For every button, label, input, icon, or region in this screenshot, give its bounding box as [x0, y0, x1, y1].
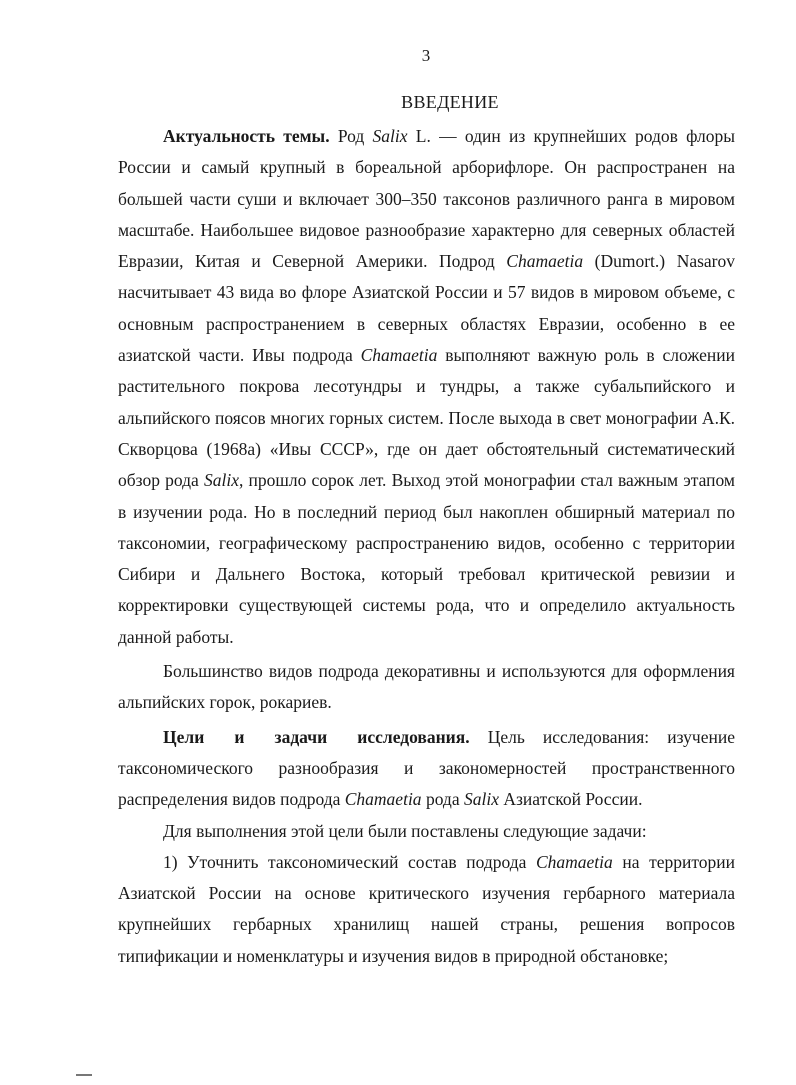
paragraph-task-1: [118, 847, 735, 972]
paragraph-tasks-intro: Для выполнения этой цели были поставлены следующие задачи:: [163, 820, 647, 841]
page-number: 3: [421, 46, 431, 65]
scan-mark: [76, 1074, 92, 1076]
taxon-name: Chamaetia: [535, 851, 613, 872]
text-span: Цель исследования: изучение таксономического разнообразия и закономерностей пространственного распределения видов подрода: [118, 726, 735, 810]
paragraph-goals: [118, 722, 735, 816]
text-span: выполняют важную роль в сложении растительного покрова лесотундры и тундры, а также субальпийского и альпийского поясов многих горных систем. После выхода в свет монографии А.К. Скворцова (1968а) «Ивы СССР», где он дает обстоятельный систематический обзор рода: [118, 345, 735, 491]
text-span: (Dumort.) Nasarov насчитывает 43 вида во флоре Азиатской России и 57 видов в мировом объеме, с основным распространением в северных областях Евразии, особенно в ее азиатской части. Ивы подрода: [118, 251, 735, 366]
text-span: Род: [329, 126, 373, 146]
relevance-heading: Актуальность темы.: [163, 126, 330, 146]
taxon-name: Chamaetia: [506, 251, 584, 272]
paragraph-relevance: [118, 121, 735, 653]
section-title: ВВЕДЕНИЕ: [401, 92, 499, 112]
text-span: Азиатской России.: [498, 789, 643, 810]
text-span: на территории Азиатской России на основе критического изучения гербарного материала крупнейших гербарных хранилищ нашей страны, решения вопросов типификации и номенклатуры и изучения видов в природной обстановке;: [118, 851, 735, 966]
taxon-name: Salix: [203, 470, 239, 491]
text-span: , прошло сорок лет. Выход этой монографии стал важным этапом в изучении рода. Но в последний период был накоплен обширный материал по таксономии, географическому распространению видов, особенно с территории Сибири и Дальнего Востока, который требовал критической ревизии и корректировки существующей системы рода, что и определило актуальность данной работы.: [118, 470, 735, 647]
text-span: рода: [421, 789, 464, 810]
text-span: L. — один из крупнейших родов флоры России и самый крупный в бореальной арборифлоре. Он распространен на большей части суши и включает 300–350 таксонов различного ранга в мировом масштабе. Наибольшее видовое разнообразие характерно для северных областей Евразии, Китая и Северной Америки. Подрод: [118, 126, 735, 272]
taxon-name: Chamaetia: [360, 345, 438, 366]
taxon-name: Chamaetia: [344, 789, 422, 810]
taxon-name: Salix: [463, 789, 499, 810]
text-span: 1) Уточнить таксономический состав подрода: [163, 851, 536, 872]
goals-heading: Цели и задачи исследования.: [163, 726, 470, 747]
body-text: [118, 121, 735, 972]
paragraph-decorative: Большинство видов подрода декоративны и используются для оформления альпийских горок, рокариев.: [118, 661, 735, 713]
taxon-name: Salix: [372, 126, 408, 146]
